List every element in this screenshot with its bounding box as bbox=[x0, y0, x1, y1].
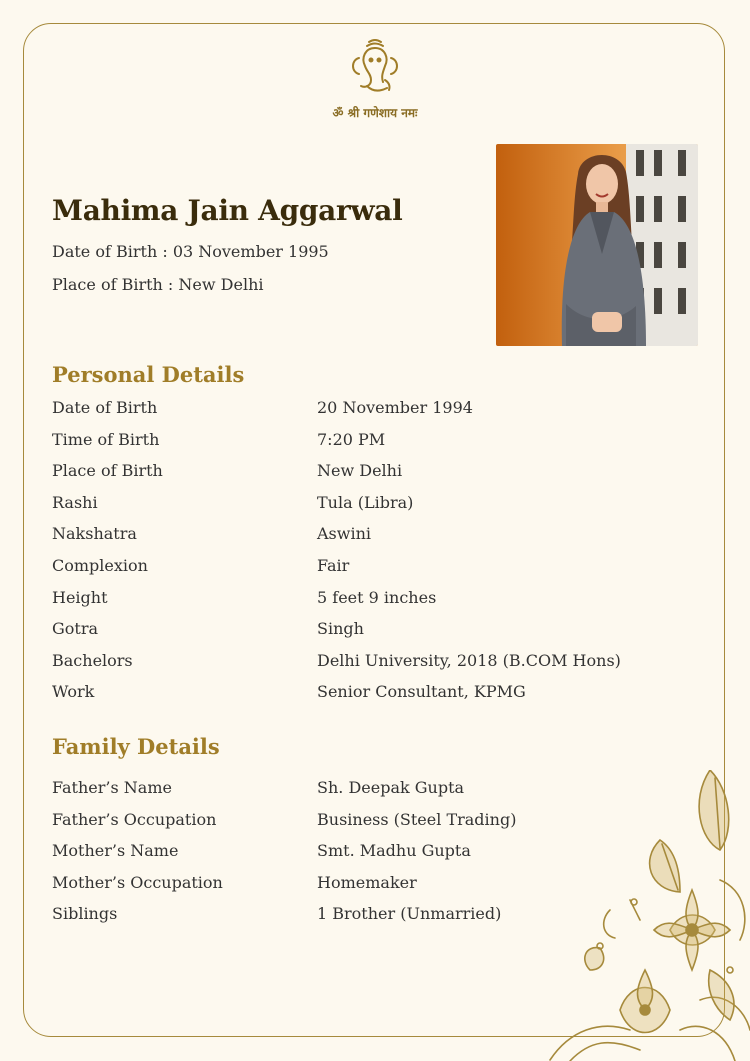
personal-detail-row bbox=[52, 461, 692, 485]
personal-detail-value: Fair bbox=[317, 556, 350, 575]
personal-detail-row bbox=[52, 398, 692, 422]
personal-details-title: Personal Details bbox=[52, 362, 245, 387]
personal-detail-label: Date of Birth bbox=[52, 398, 158, 417]
personal-detail-row bbox=[52, 556, 692, 580]
personal-detail-value: Senior Consultant, KPMG bbox=[317, 682, 526, 702]
personal-detail-value: 7:20 PM bbox=[317, 429, 386, 449]
floral-decoration bbox=[530, 770, 750, 1061]
family-detail-label: Father’s Name bbox=[52, 778, 172, 797]
invocation-text: ॐ श्री गणेशाय नमः bbox=[332, 106, 418, 120]
family-detail-value: Sh. Deepak Gupta bbox=[317, 778, 465, 797]
personal-detail-value: Aswini bbox=[317, 524, 371, 544]
personal-detail-value: New Delhi bbox=[317, 461, 403, 481]
personal-detail-label: Work bbox=[52, 682, 95, 702]
personal-detail-row bbox=[52, 493, 692, 517]
personal-detail-label: Complexion bbox=[52, 556, 148, 575]
personal-detail-label: Nakshatra bbox=[52, 524, 137, 544]
family-detail-label: Mother’s Name bbox=[52, 841, 179, 861]
personal-detail-label: Time of Birth bbox=[52, 429, 160, 449]
family-detail-label: Father’s Occupation bbox=[52, 809, 217, 829]
personal-detail-value: Tula (Libra) bbox=[317, 492, 414, 512]
family-detail-value: 1 Brother (Unmarried) bbox=[317, 904, 502, 924]
personal-detail-row bbox=[52, 619, 692, 643]
ganesha-icon bbox=[345, 36, 405, 98]
personal-detail-value: 5 feet 9 inches bbox=[317, 587, 437, 607]
personal-detail-value: Delhi University, 2018 (B.COM Hons) bbox=[317, 650, 621, 670]
family-detail-label: Mother’s Occupation bbox=[52, 872, 223, 892]
personal-detail-value: Singh bbox=[317, 619, 364, 639]
personal-detail-label: Place of Birth bbox=[52, 461, 163, 481]
personal-detail-value: 20 November 1994 bbox=[317, 398, 473, 417]
personal-detail-label: Rashi bbox=[52, 492, 98, 512]
personal-detail-row bbox=[52, 651, 692, 675]
family-detail-value: Business (Steel Trading) bbox=[317, 809, 517, 829]
profile-photo bbox=[496, 144, 698, 346]
family-detail-label: Siblings bbox=[52, 904, 118, 924]
personal-detail-label: Gotra bbox=[52, 619, 99, 639]
personal-detail-row bbox=[52, 430, 692, 454]
date-of-birth-line: Date of Birth : 03 November 1995 bbox=[52, 242, 329, 261]
family-detail-value: Homemaker bbox=[317, 872, 417, 892]
personal-detail-label: Bachelors bbox=[52, 650, 133, 670]
family-details-title: Family Details bbox=[52, 734, 220, 759]
personal-detail-row bbox=[52, 524, 692, 548]
personal-detail-row bbox=[52, 588, 692, 612]
place-of-birth-line: Place of Birth : New Delhi bbox=[52, 275, 264, 294]
personal-detail-row bbox=[52, 682, 692, 706]
personal-detail-label: Height bbox=[52, 587, 108, 607]
family-detail-value: Smt. Madhu Gupta bbox=[317, 841, 471, 861]
candidate-name: Mahima Jain Aggarwal bbox=[52, 194, 403, 227]
